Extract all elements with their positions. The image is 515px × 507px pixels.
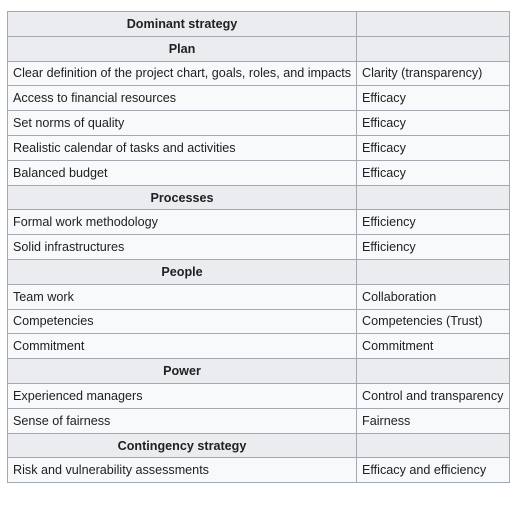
strategy-table [7,11,510,483]
table-row [8,210,510,235]
section-header-row [8,359,510,384]
section-label: People [8,259,357,284]
table-row [8,309,510,334]
table-row [8,111,510,136]
section-label: Processes [8,185,357,210]
factor-cell: Risk and vulnerability assessments [8,458,357,483]
factor-cell: Formal work methodology [8,210,357,235]
table-row [8,383,510,408]
factor-cell: Solid infrastructures [8,235,357,260]
section-value [357,185,510,210]
table-row [8,408,510,433]
factor-cell: Competencies [8,309,357,334]
section-header-row [8,185,510,210]
table-row [8,135,510,160]
table-row [8,61,510,86]
section-header-row [8,433,510,458]
section-label: Power [8,359,357,384]
table-row [8,86,510,111]
table-row [8,284,510,309]
outcome-cell: Fairness [357,408,510,433]
section-label: Plan [8,36,357,61]
factor-cell: Access to financial resources [8,86,357,111]
outcome-cell: Control and transparency [357,383,510,408]
section-label: Contingency strategy [8,433,357,458]
section-label: Dominant strategy [8,12,357,37]
table-row [8,458,510,483]
outcome-cell: Clarity (transparency) [357,61,510,86]
section-value [357,259,510,284]
strategy-table-body [8,12,510,483]
table-row [8,160,510,185]
section-value [357,433,510,458]
outcome-cell: Commitment [357,334,510,359]
section-value [357,12,510,37]
outcome-cell: Efficiency [357,210,510,235]
table-row [8,235,510,260]
table-row [8,334,510,359]
factor-cell: Realistic calendar of tasks and activities [8,135,357,160]
factor-cell: Sense of fairness [8,408,357,433]
section-header-row [8,36,510,61]
outcome-cell: Competencies (Trust) [357,309,510,334]
outcome-cell: Efficacy [357,111,510,136]
factor-cell: Set norms of quality [8,111,357,136]
factor-cell: Team work [8,284,357,309]
outcome-cell: Efficacy and efficiency [357,458,510,483]
factor-cell: Balanced budget [8,160,357,185]
section-header-row [8,12,510,37]
outcome-cell: Efficacy [357,135,510,160]
outcome-cell: Collaboration [357,284,510,309]
outcome-cell: Efficiency [357,235,510,260]
outcome-cell: Efficacy [357,160,510,185]
section-value [357,36,510,61]
factor-cell: Experienced managers [8,383,357,408]
factor-cell: Commitment [8,334,357,359]
section-header-row [8,259,510,284]
factor-cell: Clear definition of the project chart, goals, roles, and impacts [8,61,357,86]
section-value [357,359,510,384]
outcome-cell: Efficacy [357,86,510,111]
